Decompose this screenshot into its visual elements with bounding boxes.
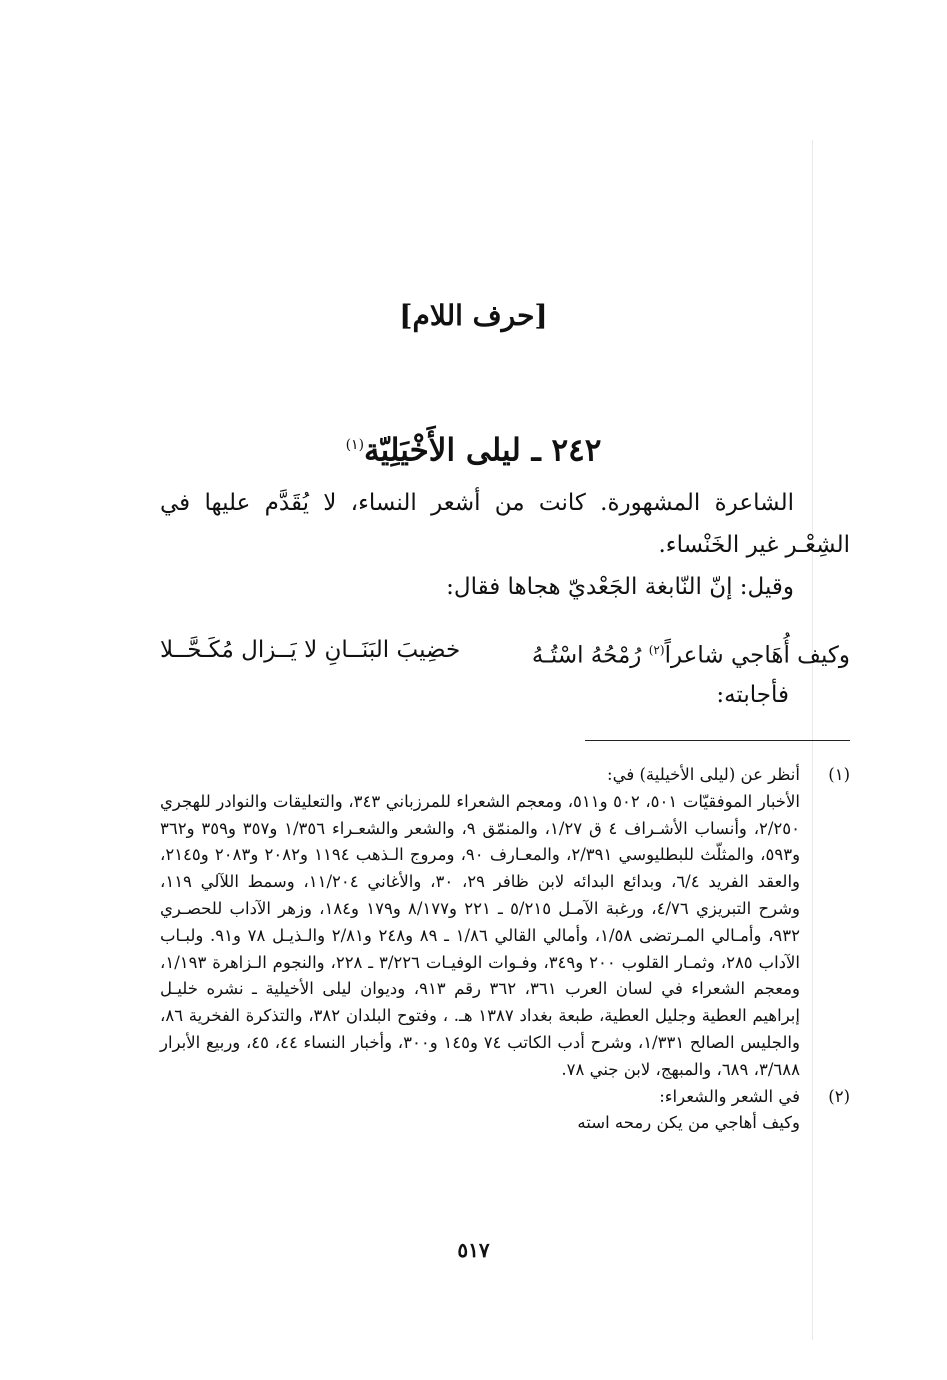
body-paragraph-2: وقيل: إنّ النّابغة الجَعْديّ هجاها فقال:	[446, 574, 794, 600]
footnote-body	[160, 762, 800, 1084]
footnote-1	[160, 762, 850, 1084]
verse-first-hemistich-start: وكيف أُهَاجي شاعراً	[664, 642, 850, 669]
verse-line	[160, 629, 850, 671]
footnote-divider	[585, 740, 850, 741]
footnote-line: الأخبار الموفقيّات ٥٠١، ٥٠٢ و٥١١، ومعجم الشعراء للمرزباني ٣٤٣، والتعليقات والنوادر للهجري ٢/٢٥٠، وأنساب الأشـراف ٤ ق ١/٢٧، والمنمّق ٩، والشعر والشعـراء ١/٣٥٦ و٣٥٧ و٣٥٩ و٣٦٢ و٥٩٣، والمثلّث للبطليوسي ٢/٣٩١، والمعـارف ٩٠، ومروج الـذهب ١١٩٤ و٢٠٨٢ و٢٠٨٣ و٢١٤٥، والعقد الفريد ٦/٤، وبدائع البدائه لابن ظافر ٢٩، ٣٠، والأغاني ١١/٢٠٤، وسمط اللآلي ١١٩، وشرح التبريزي ٤/٧٦، ورغبة الآمـل ٥/٢١٥ ـ ٢٢١ و٨/١٧٧ و١٧٩ و١٨٤، وزهر الآداب للحصـري ٩٣٢، وأمـالي المـرتضى ١/٥٨، وأمالي القالي ١/٨٦ ـ ٨٩ و٢٤٨ و٢/٨١ والـذيـل ٧٨ و٩١. ولبـاب الآداب ٢٨٥، وثمـار القلوب ٢٠٠ و٣٤٩، وفـوات الوفيـات ٣/٢٢٦ ـ ٢٢٨، والنجوم الـزاهرة ١/١٩٣، ومعجم الشعراء في لسان العرب ٣٦١، ٣٦٢ رقم ٩١٣، وديوان ليلى الأخيلية ـ نشره خليـل إبراهيم العطية وجليل العطية، طبعة بغداد ١٣٨٧ هـ. ، وفتوح البلدان ٣٨٢، والتذكرة الفخرية ٨٦، والجليس الصالح ١/٣٣١، وشرح أدب الكاتب ٧٤ و١٤٥ و٣٠٠، وأخبار النساء ٤٤، ٤٥، وربيع الأبرار ٣/٦٨٨، ٦٨٩، والمبهج، لابن جني ٧٨.	[160, 791, 801, 1079]
verse-second-hemistich: خضِيبَ البَنَــانِ لا يَــزال مُكَـحَّــلا	[160, 637, 461, 663]
footnote-body	[160, 1084, 800, 1138]
footnote-2	[160, 1084, 850, 1138]
body-paragraph-1: الشاعرة المشهورة. كانت من أشعر النساء، لا يُقَدَّم عليها في الشِعْـر غير الخَنْساء.	[160, 490, 850, 558]
reply-line: فأجابته:	[716, 682, 789, 708]
footnote-number: (١)	[828, 765, 850, 784]
page-number: ٥١٧	[457, 1238, 490, 1262]
verse-footnote-marker: (٢)	[648, 643, 665, 657]
verse-first-hemistich	[532, 629, 850, 677]
entry-title-footnote-marker: (١)	[345, 437, 365, 453]
section-title: [حرف اللام]	[399, 299, 548, 332]
footnote-number: (٢)	[828, 1086, 850, 1106]
entry-title	[0, 420, 947, 475]
footnotes	[160, 762, 850, 1137]
verse-first-hemistich-end: رُمْحُهُ اسْتُـهُ	[531, 642, 649, 669]
entry-body	[160, 482, 850, 608]
footnote-line: أنظر عن (ليلى الأخيلية) في:	[607, 765, 800, 784]
entry-title-text: ٢٤٢ ـ ليلى الأَخْيَلِيّة	[364, 432, 602, 469]
footnote-verse: وكيف أهاجي من يكن رمحه استه	[577, 1113, 800, 1133]
footnote-line: في الشعر والشعراء:	[659, 1086, 800, 1106]
